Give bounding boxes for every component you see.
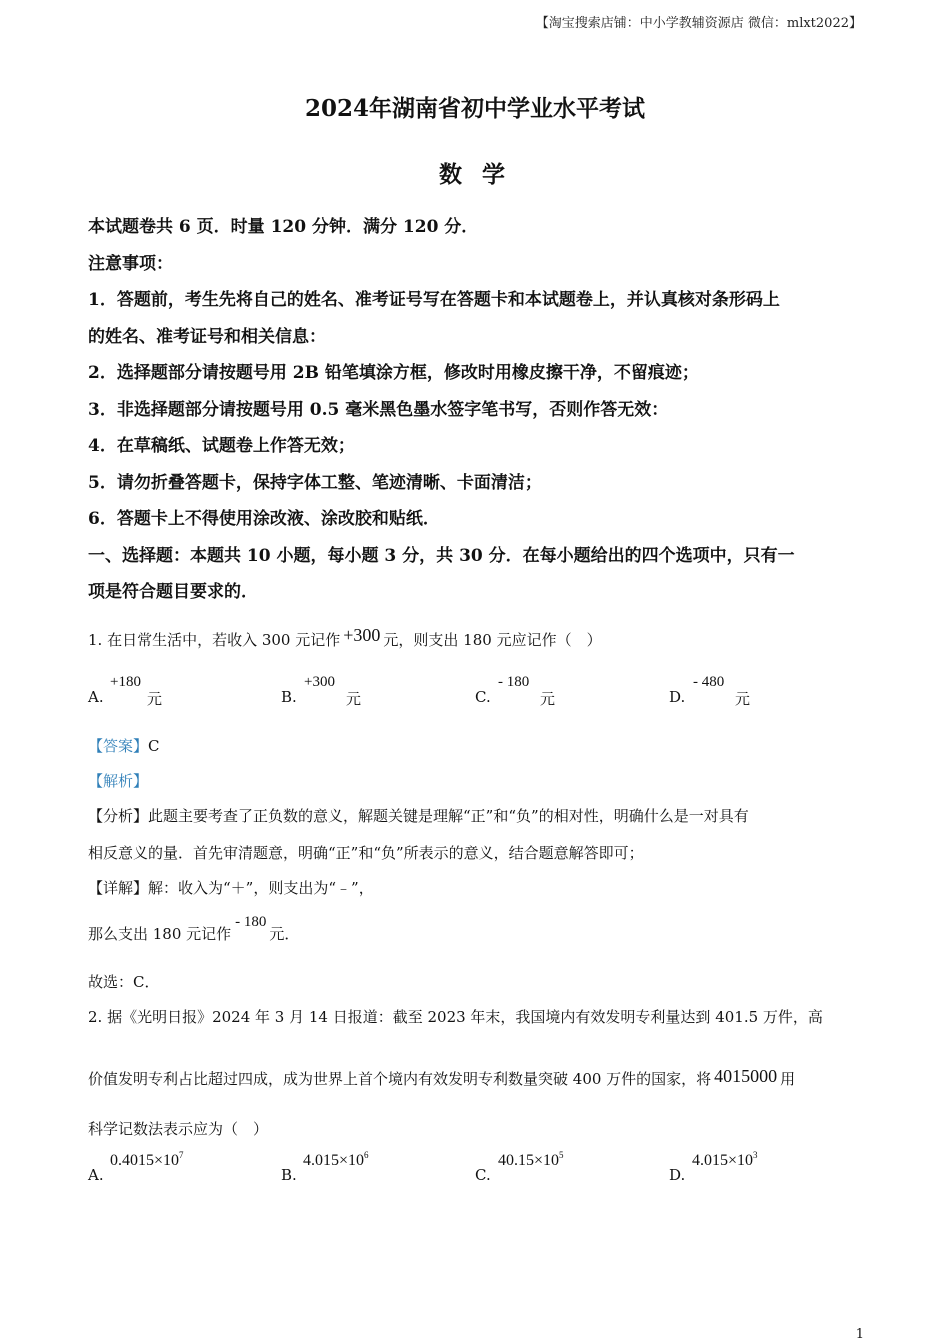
stem-text: 价值发明专利占比超过四成，成为世界上首个境内有效发明专利数量突破 400 万件的国家，将 — [88, 1070, 712, 1088]
option-unit: 元 — [540, 690, 556, 708]
question-2-stem: 科学记数法表示应为（ ） — [88, 1120, 269, 1138]
notice-line: 5．请勿折叠答题卡，保持字体工整、笔迹清晰、卡面清洁； — [88, 473, 542, 493]
section-heading: 项是符合题目要求的． — [88, 582, 258, 602]
option-value — [498, 1152, 564, 1170]
notice-heading: 注意事项： — [88, 254, 173, 274]
option-unit: 元 — [346, 690, 362, 708]
option-value — [303, 1152, 369, 1170]
option-label: A. — [88, 688, 104, 706]
fenxi-line — [88, 805, 749, 826]
option-base: 4.015×10 — [303, 1152, 365, 1169]
option-label: B. — [281, 1166, 297, 1184]
exam-title: 2024年湖南省初中学业水平考试 — [304, 95, 645, 122]
stem-math: 4015000 — [714, 1066, 778, 1086]
option-exponent: 5 — [559, 1150, 564, 1160]
section-heading: 一、选择题：本题共 10 小题，每小题 3 分，共 30 分．在每小题给出的四个选项中，只有一 — [88, 546, 795, 566]
option-value — [110, 1152, 184, 1170]
notice-line: 3．非选择题部分请按题号用 0.5 毫米黑色墨水签字笔书写，否则作答无效： — [88, 400, 669, 420]
conclusion-text: 元． — [269, 925, 300, 943]
option-label: D. — [669, 1166, 686, 1184]
question-1-stem — [88, 625, 602, 650]
stem-math: +300 — [343, 625, 381, 645]
xiangjie-tag: 【详解】 — [88, 879, 149, 897]
page-banner: 【淘宝搜索店铺：中小学教辅资源店 微信：mlxt2022】 — [535, 16, 862, 31]
stem-text: 1. 在日常生活中，若收入 300 元记作 — [88, 631, 341, 649]
option-value: +300 — [304, 674, 335, 690]
option-base: 40.15×10 — [498, 1152, 560, 1169]
conclusion-text: 那么支出 180 元记作 — [88, 925, 232, 943]
xiangjie-line — [88, 877, 374, 898]
page-number: 1 — [855, 1327, 864, 1342]
option-label: D. — [669, 688, 686, 706]
question-2-stem: 2. 据《光明日报》2024 年 3 月 14 日报道：截至 2023 年末，我国境内有效发明专利量达到 401.5 万件，高 — [88, 1008, 823, 1026]
stem-text: 元，则支出 180 元应记作（ ） — [383, 631, 602, 649]
option-exponent: 6 — [364, 1150, 369, 1160]
fenxi-line: 相反意义的量．首先审清题意，明确“正”和“负”所表示的意义，结合题意解答即可； — [88, 844, 644, 862]
notice-line: 2．选择题部分请按题号用 2B 铅笔填涂方框，修改时用橡皮擦干净，不留痕迹； — [88, 363, 699, 383]
analysis-tag: 【解析】 — [88, 772, 149, 790]
notice-line: 的姓名、准考证号和相关信息： — [88, 327, 326, 347]
question-2-stem — [88, 1068, 795, 1089]
option-value: - 480 — [693, 674, 725, 690]
option-value: +180 — [110, 674, 141, 690]
fenxi-text: 此题主要考查了正负数的意义，解题关键是理解“正”和“负”的相对性，明确什么是一对具有 — [148, 807, 749, 825]
option-unit: 元 — [735, 690, 751, 708]
notice-line: 4．在草稿纸、试题卷上作答无效； — [88, 436, 355, 456]
stem-text: 用 — [780, 1070, 796, 1088]
fenxi-tag: 【分析】 — [88, 807, 149, 825]
subject-title: 数 学 — [438, 161, 511, 188]
option-value — [692, 1152, 758, 1170]
conclusion-line — [88, 914, 300, 944]
xiangjie-text: 解：收入为“＋”，则支出为“﹣”， — [148, 879, 374, 897]
notice-line: 6．答题卡上不得使用涂改液、涂改胶和贴纸． — [88, 509, 440, 529]
answer-line — [88, 735, 160, 756]
option-value: - 180 — [498, 674, 530, 690]
option-label: A. — [88, 1166, 104, 1184]
exam-intro: 本试题卷共 6 页．时量 120 分钟．满分 120 分． — [88, 217, 479, 237]
option-base: 0.4015×10 — [110, 1152, 180, 1169]
answer-value: C — [148, 737, 160, 755]
option-unit: 元 — [147, 690, 163, 708]
option-label: B. — [281, 688, 297, 706]
option-exponent: 3 — [753, 1150, 758, 1160]
notice-line: 1．答题前，考生先将自己的姓名、准考证号写在答题卡和本试题卷上，并认真核对条形码上 — [88, 290, 780, 310]
answer-tag: 【答案】 — [88, 737, 149, 755]
option-label: C. — [475, 1166, 491, 1184]
option-exponent: 7 — [179, 1150, 184, 1160]
option-label: C. — [475, 688, 491, 706]
choice-line: 故选：C． — [88, 973, 160, 991]
option-base: 4.015×10 — [692, 1152, 754, 1169]
conclusion-math: - 180 — [235, 914, 267, 930]
